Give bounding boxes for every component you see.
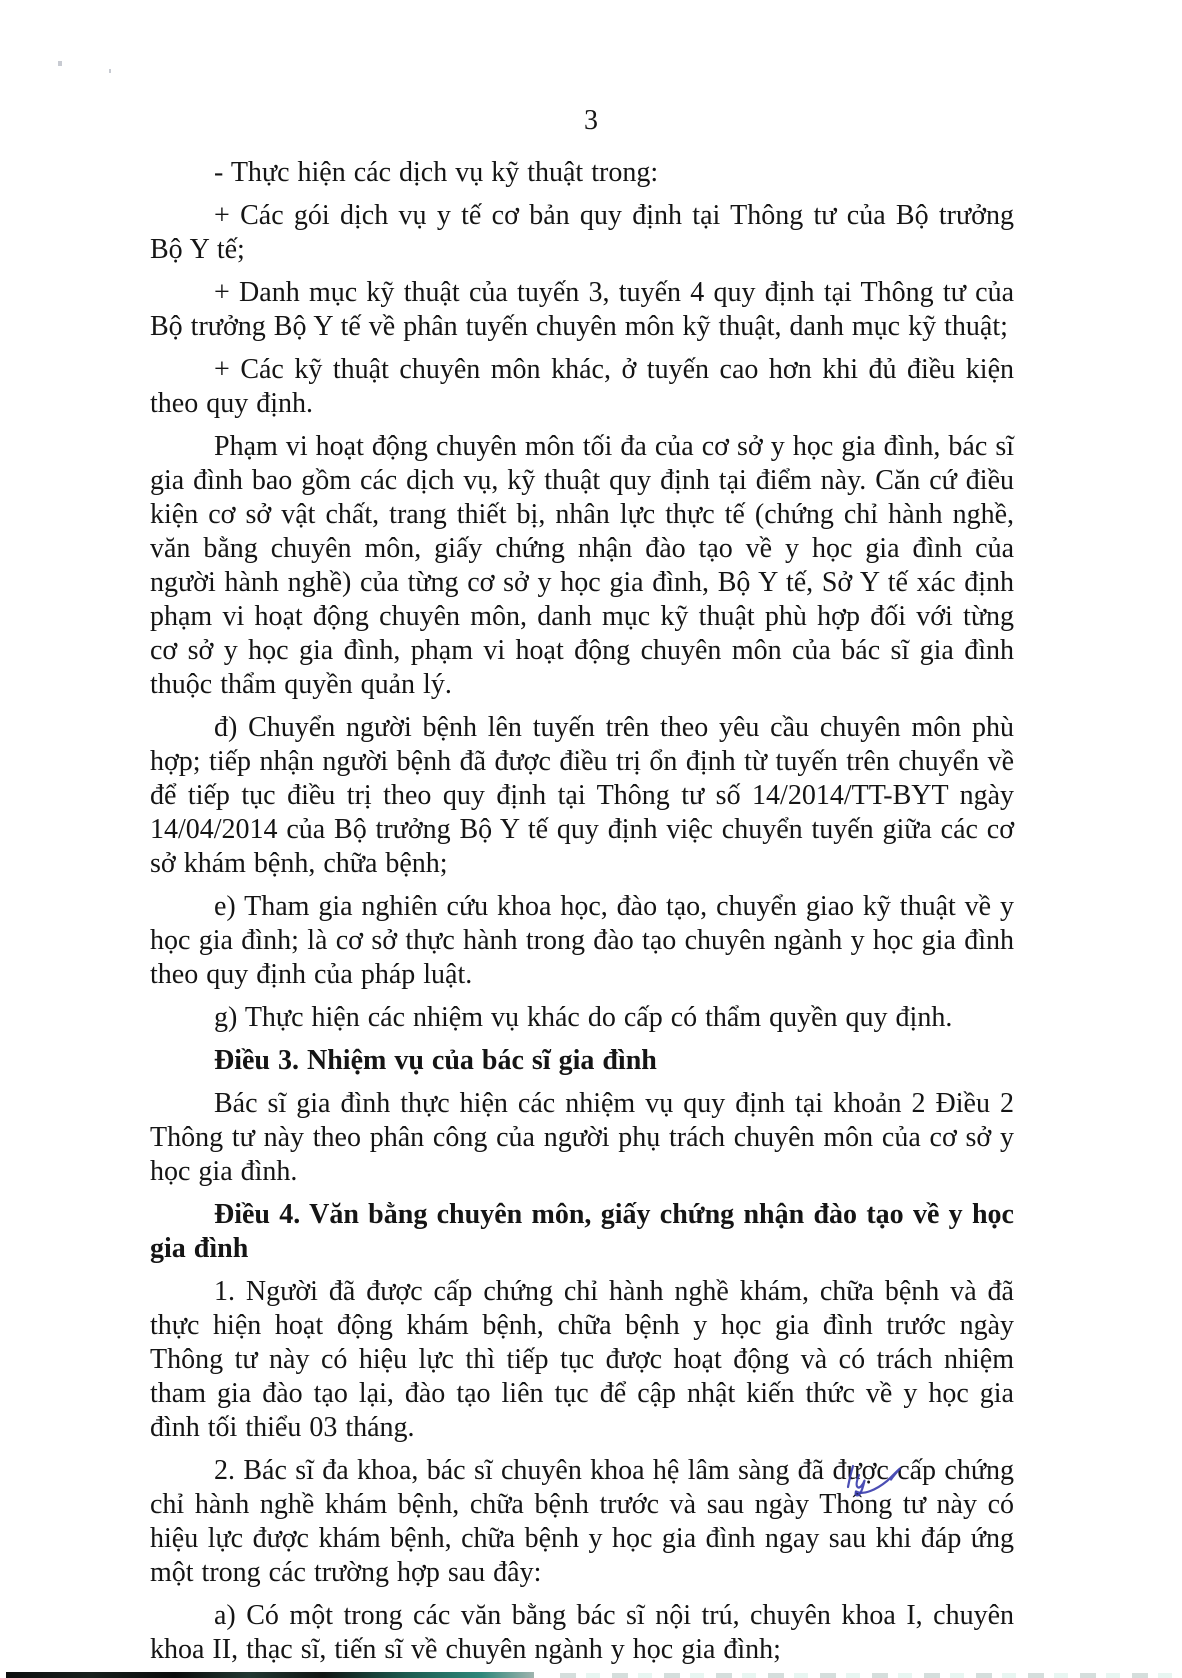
signature-initial-icon xyxy=(832,1462,902,1502)
page-number: 3 xyxy=(584,105,598,136)
paragraph-scope: Phạm vi hoạt động chuyên môn tối đa của cơ sở y học gia đình, bác sĩ gia đình bao gồm các dịch vụ, kỹ thuật quy định tại điểm này. Căn cứ điều kiện cơ sở vật chất, trang thiết bị, nhân lực thực tế (chứng chỉ hành nghề, văn bằng chuyên môn, giấy chứng nhận đào tạo về y học gia đình của người hành nghề) của từng cơ sở y học gia đình, Bộ Y tế, Sở Y tế xác định phạm vi hoạt động chuyên môn, danh mục kỹ thuật phù hợp đối với từng cơ sở y học gia đình, phạm vi hoạt động chuyên môn của bác sĩ gia đình thuộc thẩm quyền quản lý. xyxy=(150,431,1014,700)
list-item-plus-3: + Các kỹ thuật chuyên môn khác, ở tuyến cao hơn khi đủ điều kiện theo quy định. xyxy=(150,354,1014,419)
list-item-plus-2: + Danh mục kỹ thuật của tuyến 3, tuyến 4 quy định tại Thông tư của Bộ trưởng Bộ Y tế về phân tuyến chuyên môn kỹ thuật, danh mục kỹ thuật; xyxy=(150,277,1014,342)
list-item-dash: - Thực hiện các dịch vụ kỹ thuật trong: xyxy=(214,157,659,188)
list-item-plus-1: + Các gói dịch vụ y tế cơ bản quy định tại Thông tư của Bộ trưởng Bộ Y tế; xyxy=(150,200,1014,265)
paragraph-clause-2: 2. Bác sĩ đa khoa, bác sĩ chuyên khoa hệ lâm sàng đã được cấp chứng chỉ hành nghề khám bệnh, chữa bệnh trước và sau ngày Thông tư này có hiệu lực được khám bệnh, chữa bệnh y học gia đình ngay sau khi đáp ứng một trong các trường hợp sau đây: xyxy=(150,1455,1014,1588)
scan-speck xyxy=(58,61,62,66)
paragraph-point-d: đ) Chuyển người bệnh lên tuyến trên theo yêu cầu chuyên môn phù hợp; tiếp nhận người bệnh đã được điều trị ổn định từ tuyến trên chuyển về để tiếp tục điều trị theo quy định tại Thông tư số 14/2014/TT-BYT ngày 14/04/2014 của Bộ trưởng Bộ Y tế quy định việc chuyển tuyến giữa các cơ sở khám bệnh, chữa bệnh; xyxy=(150,712,1014,879)
scan-speck xyxy=(109,69,111,73)
paragraph-dieu-3-body: Bác sĩ gia đình thực hiện các nhiệm vụ quy định tại khoản 2 Điều 2 Thông tư này theo phân công của người phụ trách chuyên môn của cơ sở y học gia đình. xyxy=(150,1088,1014,1187)
heading-dieu-3: Điều 3. Nhiệm vụ của bác sĩ gia đình xyxy=(214,1045,657,1076)
paragraph-point-e: e) Tham gia nghiên cứu khoa học, đào tạo, chuyển giao kỹ thuật về y học gia đình; là cơ sở thực hành trong đào tạo chuyên ngành y học gia đình theo quy định của pháp luật. xyxy=(150,891,1014,990)
scan-artifact-strip xyxy=(6,1672,534,1678)
heading-dieu-4: Điều 4. Văn bằng chuyên môn, giấy chứng nhận đào tạo về y học gia đình xyxy=(150,1199,1014,1264)
paragraph-point-g: g) Thực hiện các nhiệm vụ khác do cấp có thẩm quyền quy định. xyxy=(214,1002,953,1033)
scan-artifact-dashes xyxy=(560,1673,1176,1678)
document-body xyxy=(150,156,1014,1676)
paragraph-clause-1: 1. Người đã được cấp chứng chỉ hành nghề khám, chữa bệnh và đã thực hiện hoạt động khám bệnh, chữa bệnh y học gia đình trước ngày Thông tư này có hiệu lực thì tiếp tục được hoạt động và có trách nhiệm tham gia đào tạo lại, đào tạo liên tục để cập nhật kiến thức về y học gia đình tối thiểu 03 tháng. xyxy=(150,1276,1014,1443)
paragraph-point-a: a) Có một trong các văn bằng bác sĩ nội trú, chuyên khoa I, chuyên khoa II, thạc sĩ, tiến sĩ về chuyên ngành y học gia đình; xyxy=(150,1600,1014,1665)
